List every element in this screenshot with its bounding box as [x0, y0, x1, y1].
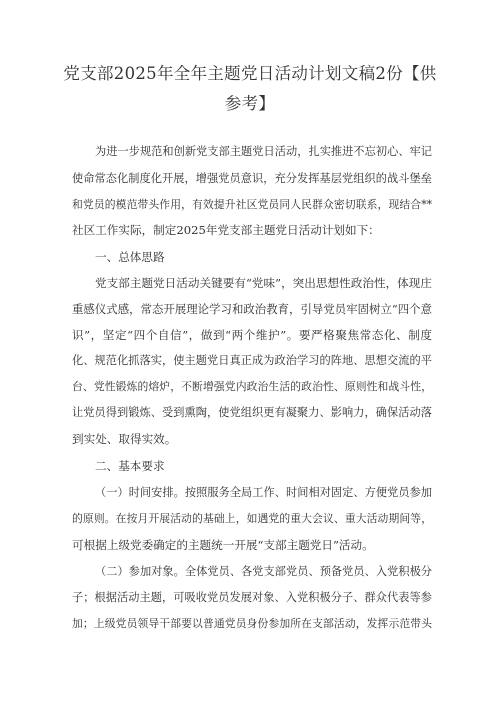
item2-line-2: 子；根据活动主题，可吸收党员发展对象、入党积极分子、群众代表等参: [72, 591, 432, 604]
section-heading-2: 二、基本要求: [95, 459, 165, 473]
section1-line-4: 化、规范化抓落实，使主题党日真正成为政治学习的阵地、思想交流的平: [72, 354, 432, 367]
section1-line-6: 让党员得到锻炼、受到熏陶，使党组织更有凝聚力、影响力，确保活动落: [72, 406, 432, 419]
item1-line-2: 的原则。在按月开展活动的基础上，如遇党的重大会议、重大活动期间等，: [72, 512, 432, 525]
section1-line-7: 到实处、取得实效。: [72, 432, 177, 446]
document-title-line-2: 参考】: [224, 94, 276, 113]
document-title-line-1: 党支部2025年全年主题党日活动计划文稿2份【供: [63, 64, 437, 83]
section1-line-1: 党支部主题党日活动关键要有“党味”，突出思想性政治性，体现庄: [95, 276, 432, 290]
intro-line-2: 使命常态化制度化开展，增强党员意识，充分发挥基层党组织的战斗堡垒: [72, 172, 432, 185]
section-heading-1: 一、总体思路: [95, 250, 165, 264]
item1-line-3: 可根据上级党委确定的主题统一开展“支部主题党日”活动。: [72, 538, 374, 552]
section1-line-2: 重感仪式感，常态开展理论学习和政治教育，引导党员牢固树立“四个意: [72, 302, 432, 316]
item2-line-1: （二）参加对象。全体党员、各党支部党员、预备党员、入党积极分: [95, 565, 432, 578]
intro-line-1: 为进一步规范和创新党支部主题党日活动，扎实推进不忘初心、牢记: [95, 145, 432, 158]
item1-line-1: （一）时间安排。按照服务全局工作、时间相对固定、方便党员参加: [95, 486, 432, 499]
intro-line-4: 社区工作实际，制定2025年党支部主题党日活动计划如下：: [72, 223, 380, 237]
item2-line-3: 加；上级党员领导干部要以普通党员身份参加所在支部活动，发挥示范带头: [72, 617, 432, 630]
section1-line-3: 识”，坚定“四个自信”，做到“两个维护”。要严格聚焦常态化、制度: [72, 328, 432, 342]
intro-line-3: 和党员的模范带头作用，有效提升社区党员同人民群众密切联系，现结合**: [72, 198, 432, 211]
section1-line-5: 台、党性锻炼的熔炉，不断增强党内政治生活的政治性、原则性和战斗性，: [72, 380, 432, 393]
